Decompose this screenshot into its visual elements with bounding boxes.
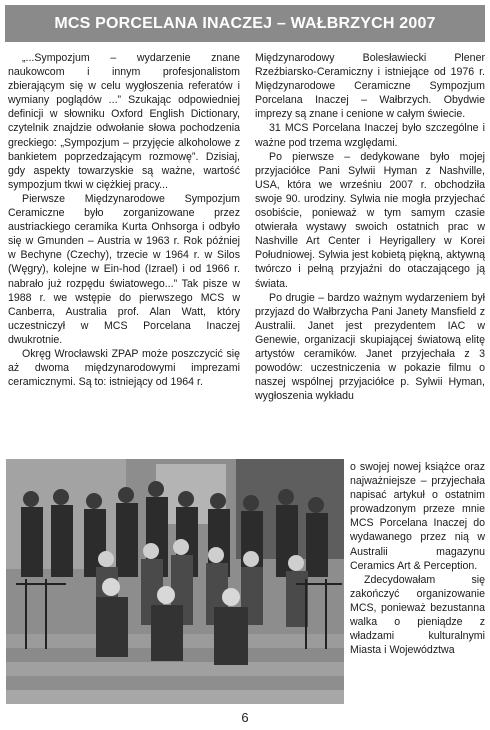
left-text-column	[8, 51, 240, 389]
group-photo	[6, 459, 344, 704]
paragraph: Pierwsze Międzynarodowe Sympozjum Ceramiczne było zorganizowane przez austriackiego ceramika Kurta Onhsorga i odbyło się w Gmunden – Austria w 1963 r. Rok później w Bechyne (Czechy), trzecie w 1964 r. w Silos (Węgry), kolejne w Ein-hod (Izrael) i od 1966 r. nabrało już rozpędu światowego...” Tak pisze w 1988 r. we wstępie do pierwszego MCS w Canberra, Australia prof. Alan Watt, który uczestniczył w MCS Porcelana Inaczej dwukrotnie.	[8, 192, 240, 346]
paragraph: Po pierwsze – dedykowane było mojej przyjaciółce Pani Sylwii Hyman z Nashville, USA, która we wrześniu 2007 r. obchodziła swoje 90. urodziny. Sylwia nie mogła przyjechać osobiście, ponieważ w tym samym czasie otwierała wystawy swoich ostatnich prac w Nashville Art Center i Heyrigallery w Korei Południowej. Sylwia jest kobietą piękną, aktywną twórczo i pełną przyjaźni do otaczającego ją świata.	[255, 150, 485, 290]
paragraph: „...Sympozjum – wydarzenie znane naukowcom i innym profesjonalistom zbierającym się w celu wygłoszenia referatów i wymiany poglądów ...” Szukając odpowiedniej definicji w słowniku Oxford English Dictionary, czytelnik znajdzie odwołanie słowa pochodzenia greckiego: „Sympozjum – przyjęcie alkoholowe z bankietem poprzedzającym rozmowę”. Dzisiaj, gdy aspekty towarzyskie są ważne, wartość sympozjum tkwi w ciężkiej pracy...	[8, 52, 240, 191]
paragraph: 31 MCS Porcelana Inaczej było szczególne i ważne pod trzema względami.	[255, 122, 485, 149]
paragraph: Po drugie – bardzo ważnym wydarzeniem był przyjazd do Wałbrzycha Pani Janety Mansfield z Australii. Janet jest prezydentem IAC w Genewie, organizacji skupiającej światową elitę artystów ceramików. Janet przyjechała z 3 powodów: uczestniczenia w pokazie filmu o naszej wspólnej przyjaciółce p. Sylwii Hyman, wygłoszenia wykładu	[255, 291, 485, 403]
paragraph: Okręg Wrocławski ZPAP może poszczycić się aż dwoma międzynarodowymi imprezami ceramicznymi. Są to: istniejący od 1964 r.	[8, 347, 240, 389]
paragraph: o swojej nowej książce oraz najważniejsze – przyjechała napisać artykuł o ostatnim prowadzonym przeze mnie MCS Porcelana Inaczej do wydawanego przez nią w Australii magazynu Ceramics Art & Perception.	[350, 461, 485, 572]
paragraph: Zdecydowałam się zakończyć organizowanie MCS, ponieważ bezustanna walka o pieniądze z władzami kulturalnymi Miasta i Województwa	[350, 573, 485, 657]
page-header	[5, 5, 485, 42]
header-title: MCS PORCELANA INACZEJ – WAŁBRZYCH 2007	[54, 14, 436, 32]
group-photo-illustration	[6, 459, 344, 704]
right-bottom-text-column	[350, 460, 485, 657]
paragraph: Międzynarodowy Bolesławiecki Plener Rzeźbiarsko-Ceramiczny i istniejące od 1976 r. Międzynarodowe Ceramiczne Sympozjum Porcelana Inaczej – Wałbrzych. Obydwie imprezy są znane i cenione w całym świecie.	[255, 52, 485, 121]
right-text-column	[255, 51, 485, 403]
page-number: 6	[241, 710, 249, 725]
